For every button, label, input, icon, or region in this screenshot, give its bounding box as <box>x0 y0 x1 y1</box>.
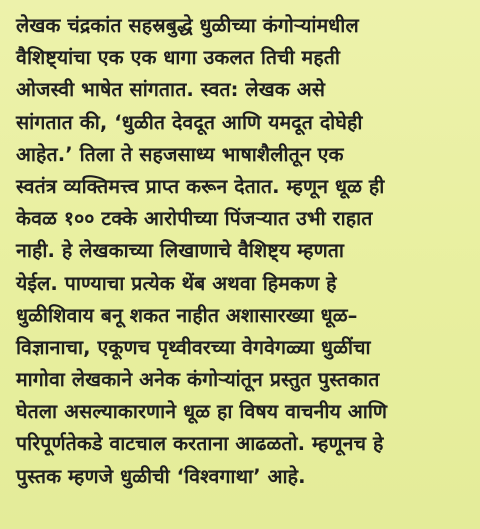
text-line: ओजस्वी भाषेत सांगतात. स्वत: लेखक असे <box>16 78 326 102</box>
text-line: विज्ञानाचा, एकूणच पृथ्वीवरच्या वेगवेगळ्या धुळींचा <box>16 335 371 359</box>
text-line: परिपूर्णतेकडे वाटचाल करताना आढळतो. म्हणूनच हे <box>16 432 384 456</box>
text-line: स्वतंत्र व्यक्तिमत्त्व प्राप्त करून देतात. म्हणून धूळ ही <box>16 174 385 198</box>
text-line: लेखक चंद्रकांत सहस्रबुद्धे धुळीच्या कंगोऱ्यांमधील <box>16 14 359 37</box>
text-line: नाही. हे लेखकाच्या लिखाणाचे वैशिष्ट्य म्हणता <box>16 239 345 263</box>
text-line: मागोवा लेखकाने अनेक कंगोऱ्यांतून प्रस्तुत पुस्तकात <box>16 368 380 392</box>
text-line: येईल. पाण्याचा प्रत्येक थेंब अथवा हिमकण हे <box>16 271 337 295</box>
text-line: आहेत.’ तिला ते सहजसाध्य भाषाशैलीतून एक <box>16 142 344 166</box>
review-paragraph <box>16 10 466 493</box>
text-line: घेतला असल्याकारणाने धूळ हा विषय वाचनीय आणि <box>16 400 388 424</box>
text-line: पुस्तक म्हणजे धुळीची ‘विश्वगाथा’ आहे. <box>16 464 306 488</box>
text-line: वैशिष्ट्यांचा एक एक धागा उकलत तिची महती <box>16 46 341 70</box>
text-line: केवळ १०० टक्के आरोपीच्या पिंजऱ्यात उभी राहात <box>16 207 373 231</box>
text-line: सांगतात की, ‘धुळीत देवदूत आणि यमदूत दोघेही <box>16 110 363 134</box>
text-line: धुळीशिवाय बनू शकत नाहीत अशासारख्या धूळ– <box>16 303 358 327</box>
